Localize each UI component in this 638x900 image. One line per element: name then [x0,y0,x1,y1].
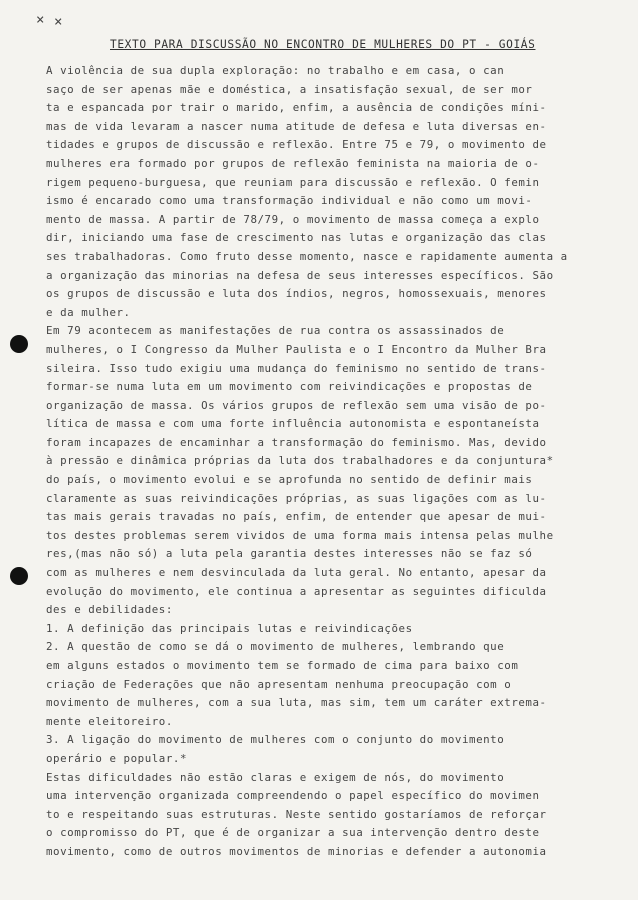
text-line: com as mulheres e nem desvinculada da luta geral. No entanto, apesar da [46,566,547,580]
text-line: a organização das minorias na defesa de seus interesses específicos. São [46,268,554,282]
text-line: os grupos de discussão e luta dos índios, negros, homossexuais, menores [46,287,547,301]
text-line: e da mulher. [46,305,131,319]
text-line: criação de Federações que não apresentam nenhuma preocupação com o [46,677,512,691]
text-line: rigem pequeno-burguesa, que reuniam para discussão e reflexão. O femin [46,175,540,189]
text-line: foram incapazes de encaminhar a transformação do feminismo. Mas, devido [46,435,547,449]
punch-hole [10,335,28,353]
text-line: ta e espancada por trair o marido, enfim, a ausência de condições míni- [46,101,547,115]
text-line: movimento de mulheres, com a sua luta, mas sim, tem um caráter extrema- [46,696,547,710]
text-line: A violência de sua dupla exploração: no trabalho e em casa, o can [46,64,505,77]
text-line: dir, iniciando uma fase de crescimento nas lutas e organização das clas [46,231,547,245]
document-title: TEXTO PARA DISCUSSÃO NO ENCONTRO DE MULHERES DO PT - GOIÁS [110,38,536,51]
text-line: operário e popular.* [46,751,188,765]
text-line: Em 79 acontecem as manifestações de rua contra os assassinados de [46,324,505,338]
text-line: tidades e grupos de discussão e reflexão. Entre 75 e 79, o movimento de [46,138,547,152]
text-line: to e respeitando suas estruturas. Neste sentido gostaríamos de reforçar [46,807,547,821]
text-line: tos destes problemas serem vividos de uma forma mais intensa pelas mulhe [46,528,554,542]
text-line: evolução do movimento, ele continua a apresentar as seguintes dificulda [46,584,547,598]
text-line: saço de ser apenas mãe e doméstica, a insatisfação sexual, de ser mor [46,82,533,96]
punch-hole [10,567,28,585]
text-line: mulheres era formado por grupos de reflexão feminista na maioria de o- [46,156,540,170]
text-line: mento de massa. A partir de 78/79, o movimento de massa começa a explo [46,212,540,226]
margin-cross-mark: × [36,12,45,28]
text-line: movimento, como de outros movimentos de minorias e defender a autonomia [46,844,547,858]
text-line: mulheres, o I Congresso da Mulher Paulista e o I Encontro da Mulher Bra [46,342,547,356]
text-line: ses trabalhadoras. Como fruto desse momento, nasce e rapidamente aumenta a [46,249,568,263]
text-line: claramente as suas reivindicações próprias, as suas ligações com as lu- [46,491,547,505]
text-line: ismo é encarado como uma transformação individual e não como um movi- [46,194,533,208]
text-line: o compromisso do PT, que é de organizar a sua intervenção dentro deste [46,826,540,840]
text-line: 3. A ligação do movimento de mulheres com o conjunto do movimento [46,733,505,747]
text-line: formar-se numa luta em um movimento com reivindicações e propostas de [46,380,533,394]
text-line: do país, o movimento evolui e se aprofunda no sentido de definir mais [46,473,533,487]
text-line: sileira. Isso tudo exigiu uma mudança do feminismo no sentido de trans- [46,361,547,375]
margin-cross-mark: × [54,14,63,30]
text-line: res,(mas não só) a luta pela garantia destes interesses não se faz só [46,547,533,561]
text-line: 2. A questão de como se dá o movimento de mulheres, lembrando que [46,640,505,654]
text-line: des e debilidades: [46,603,173,617]
text-line: mente eleitoreiro. [46,714,173,728]
document-body [46,62,614,862]
text-line: mas de vida levaram a nascer numa atitude de defesa e luta diversas en- [46,119,547,133]
text-line: tas mais gerais travadas no país, enfim, de entender que apesar de mui- [46,510,547,524]
text-line: 1. A definição das principais lutas e reivindicações [46,621,413,635]
text-line: Estas dificuldades não estão claras e exigem de nós, do movimento [46,770,505,784]
text-line: em alguns estados o movimento tem se formado de cima para baixo com [46,659,519,672]
text-line: organização de massa. Os vários grupos de reflexão sem uma visão de po- [46,398,547,412]
text-line: uma intervenção organizada compreendendo o papel específico do movimen [46,789,540,803]
text-line: à pressão e dinâmica próprias da luta dos trabalhadores e da conjuntura* [46,454,554,468]
text-line: lítica de massa e com uma forte influência autonomista e espontaneísta [46,417,540,431]
